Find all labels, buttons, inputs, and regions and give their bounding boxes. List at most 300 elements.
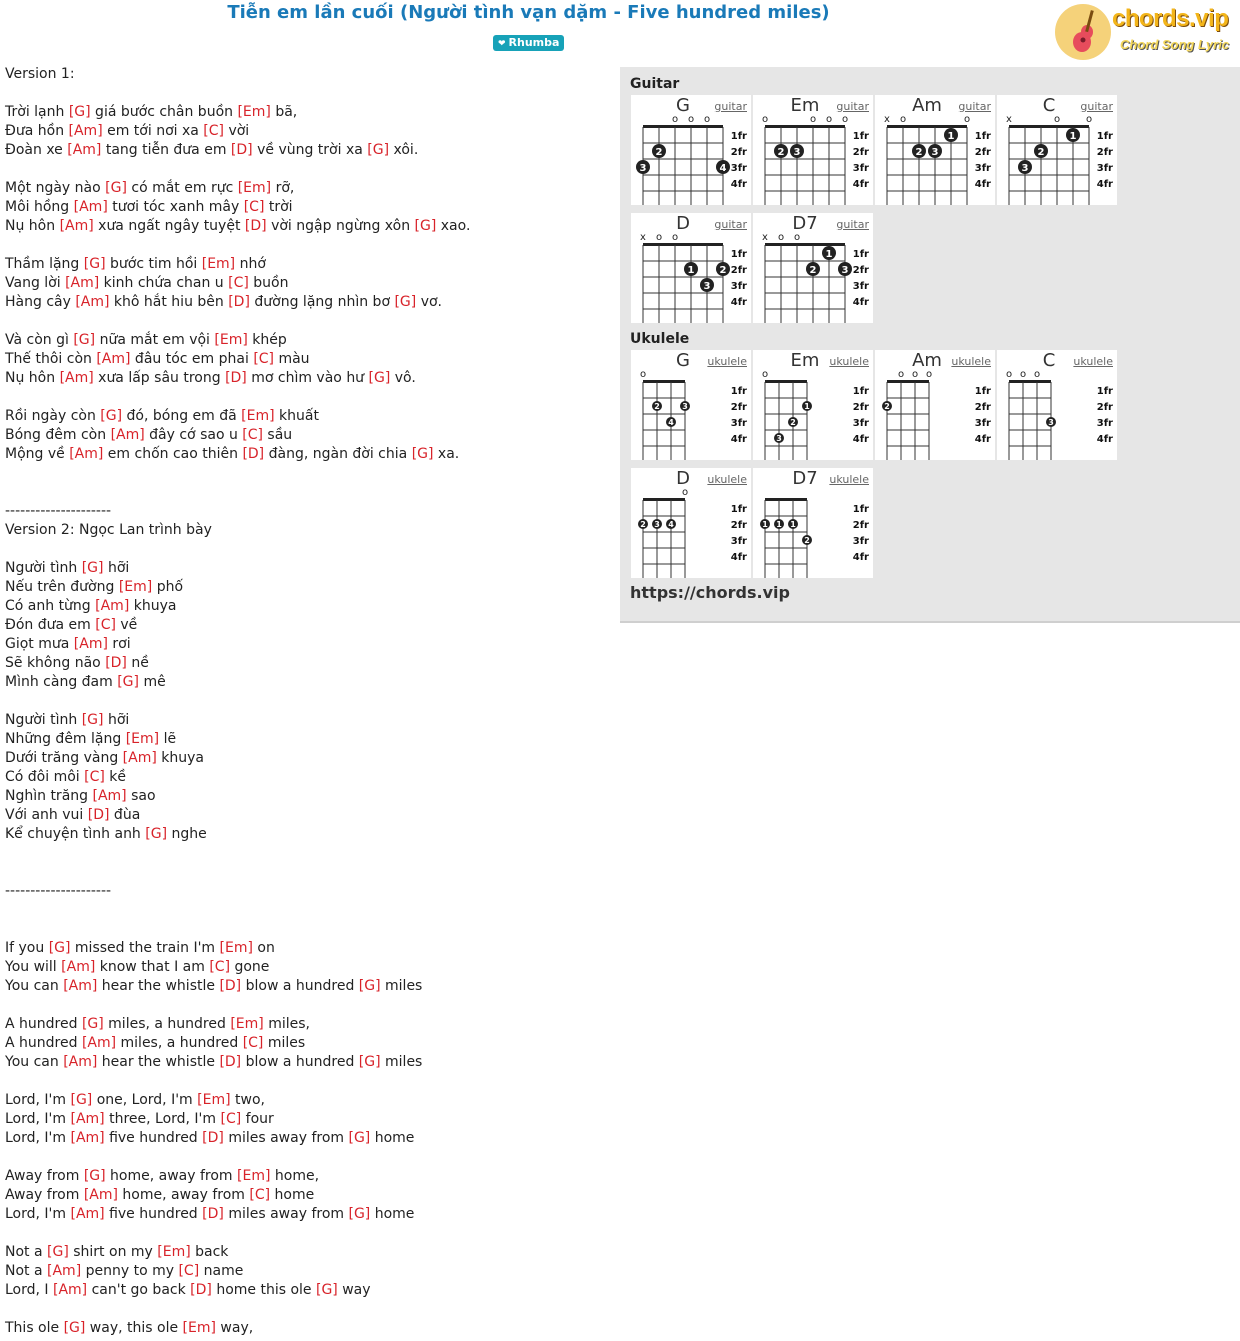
- chord-token[interactable]: [D]: [228, 294, 250, 310]
- chord-token[interactable]: [C]: [253, 351, 275, 367]
- logo-text[interactable]: chords.vip: [1112, 5, 1229, 32]
- lyric-text: lẽ: [159, 731, 177, 747]
- chord-token[interactable]: [Am]: [53, 1282, 88, 1298]
- chord-token[interactable]: [G]: [73, 332, 96, 348]
- lyric-line: [5, 844, 470, 863]
- open-string-marker: o: [703, 114, 711, 125]
- chord-token[interactable]: [Em]: [237, 1168, 271, 1184]
- chord-token[interactable]: [Em]: [125, 731, 160, 747]
- chord-token[interactable]: [D]: [225, 370, 247, 386]
- lyric-text: way,: [215, 1320, 254, 1336]
- lyric-line: [5, 1034, 470, 1053]
- chord-token[interactable]: [Am]: [59, 218, 94, 234]
- chord-token[interactable]: [G]: [105, 180, 127, 196]
- lyric-text: Away from: [5, 1168, 84, 1184]
- fret-label: 3fr: [1096, 418, 1113, 429]
- chord-token[interactable]: [C]: [220, 1111, 242, 1127]
- finger-number: 3: [1048, 418, 1054, 427]
- finger-number: 4: [668, 520, 674, 529]
- lyric-line: [5, 863, 470, 882]
- fret-label: 2fr: [974, 402, 991, 413]
- lyric-line: [5, 198, 470, 217]
- lyric-text: xưa ngất ngây tuyệt: [93, 218, 245, 234]
- fret-label: 1fr: [852, 504, 869, 515]
- lyric-line: [5, 1015, 470, 1034]
- chord-card-guitar-am[interactable]: [875, 95, 995, 205]
- fret-label: 2fr: [852, 402, 869, 413]
- lyric-text: home,: [270, 1168, 320, 1184]
- chord-token[interactable]: [C]: [209, 959, 231, 975]
- lyric-text: kề: [104, 769, 127, 785]
- fret-label: 4fr: [1096, 179, 1113, 190]
- chord-token[interactable]: [G]: [47, 1244, 69, 1260]
- lyric-line: [5, 236, 470, 255]
- fret-label: 3fr: [852, 163, 869, 174]
- instrument-link[interactable]: ukulele: [707, 355, 747, 368]
- chord-token[interactable]: [Am]: [96, 351, 131, 367]
- lyric-text: bước tim hồi: [105, 256, 202, 272]
- chord-token[interactable]: [Am]: [81, 1035, 117, 1051]
- nut: [765, 125, 845, 128]
- instrument-link[interactable]: guitar: [836, 100, 869, 113]
- lyric-text: ---------------------: [5, 883, 112, 899]
- chord-token[interactable]: [Em]: [197, 1092, 231, 1108]
- lyric-text: miles: [263, 1035, 306, 1051]
- open-string-marker: o: [671, 232, 679, 243]
- lyric-text: four: [241, 1111, 274, 1127]
- chord-name: C: [1042, 95, 1056, 116]
- lyric-line: [5, 1129, 470, 1148]
- instrument-link[interactable]: ukulele: [829, 473, 869, 486]
- finger-number: 2: [655, 147, 663, 158]
- lyric-text: miles, a hundred: [116, 1035, 243, 1051]
- fret-label: 1fr: [852, 386, 869, 397]
- finger-number: 1: [776, 520, 782, 529]
- lyric-text: nữa mắt em vội: [95, 332, 215, 348]
- fret-label: 3fr: [730, 418, 747, 429]
- chord-token[interactable]: [Em]: [230, 1016, 264, 1032]
- lyric-line: [5, 141, 470, 160]
- lyric-text: Lord, I'm: [5, 1111, 71, 1127]
- instrument-link[interactable]: ukulele: [707, 473, 747, 486]
- lyric-text: khuất: [274, 408, 319, 424]
- chord-token[interactable]: [C]: [228, 275, 249, 291]
- chord-token[interactable]: [Am]: [63, 978, 98, 994]
- fret-label: 1fr: [974, 386, 991, 397]
- chord-token[interactable]: [D]: [87, 807, 110, 823]
- open-string-marker: o: [809, 114, 817, 125]
- lyric-text: three, Lord, I'm: [104, 1111, 221, 1127]
- site-url[interactable]: https://chords.vip: [630, 583, 790, 602]
- ukulele-section-title: Ukulele: [630, 331, 690, 347]
- chord-token[interactable]: [G]: [48, 940, 71, 956]
- chord-token[interactable]: [D]: [190, 1282, 212, 1298]
- lyric-line: [5, 331, 470, 350]
- lyric-line: [5, 407, 470, 426]
- chord-token[interactable]: [Am]: [73, 199, 108, 215]
- chord-token[interactable]: [Am]: [92, 788, 127, 804]
- chord-card-ukulele-em[interactable]: [753, 350, 873, 460]
- lyric-text: phố: [152, 579, 184, 595]
- open-string-marker: o: [1019, 369, 1027, 380]
- finger-number: 2: [804, 536, 810, 545]
- lyric-text: Mình càng đam: [5, 674, 118, 690]
- lyric-text: Version 1:: [5, 66, 75, 82]
- lyric-text: tang tiễn đưa em: [101, 142, 231, 158]
- chord-token[interactable]: [D]: [202, 1130, 224, 1146]
- chord-token[interactable]: [D]: [202, 1206, 224, 1222]
- lyric-text: home: [370, 1130, 415, 1146]
- lyric-text: khuya: [129, 598, 177, 614]
- lyric-line: [5, 654, 470, 673]
- chord-token[interactable]: [G]: [83, 256, 106, 272]
- nut: [765, 243, 845, 246]
- chord-token[interactable]: [G]: [348, 1130, 371, 1146]
- chord-token[interactable]: [G]: [414, 218, 437, 234]
- chord-name: G: [676, 95, 690, 116]
- lyric-text: vời ngập ngừng xôn: [266, 218, 415, 234]
- muted-string-marker: x: [762, 232, 768, 243]
- lyric-text: Người tình: [5, 712, 82, 728]
- instrument-link[interactable]: ukulele: [1073, 355, 1113, 368]
- lyric-line: [5, 578, 470, 597]
- finger-number: 1: [1069, 131, 1077, 142]
- chord-token[interactable]: [C]: [178, 1263, 200, 1279]
- finger-number: 2: [654, 402, 660, 411]
- finger-number: 3: [703, 281, 711, 292]
- lyric-text: Đoàn xe: [5, 142, 68, 158]
- chord-token[interactable]: [Em]: [237, 104, 271, 120]
- chord-token[interactable]: [C]: [95, 617, 116, 633]
- chord-token[interactable]: [Em]: [219, 940, 253, 956]
- fret-label: 3fr: [852, 418, 869, 429]
- lyric-text: back: [190, 1244, 229, 1260]
- lyric-line: [5, 445, 470, 464]
- chord-token[interactable]: [Am]: [65, 275, 100, 291]
- chord-token[interactable]: [Am]: [83, 1187, 118, 1203]
- nut: [643, 380, 685, 383]
- chord-token[interactable]: [G]: [358, 978, 381, 994]
- lyric-text: sao: [126, 788, 156, 804]
- fret-label: 2fr: [1096, 402, 1113, 413]
- finger-number: 3: [776, 434, 782, 443]
- chord-token[interactable]: [G]: [81, 560, 104, 576]
- chord-token[interactable]: [Am]: [70, 1111, 105, 1127]
- finger-number: 2: [915, 147, 923, 158]
- finger-number: 2: [790, 418, 796, 427]
- chord-token[interactable]: [D]: [105, 655, 127, 671]
- lyric-line: [5, 540, 470, 559]
- chord-token[interactable]: [Em]: [201, 256, 236, 272]
- chord-name: Am: [912, 350, 942, 371]
- fret-label: 2fr: [974, 147, 991, 158]
- lyric-text: gone: [230, 959, 270, 975]
- lyric-text: blow a hundred: [241, 1054, 359, 1070]
- chord-token[interactable]: [Em]: [157, 1244, 191, 1260]
- lyric-line: [5, 1262, 470, 1281]
- chord-token[interactable]: [G]: [83, 1168, 106, 1184]
- finger-number: 2: [719, 265, 727, 276]
- lyric-line: [5, 1072, 470, 1091]
- open-string-marker: o: [841, 114, 849, 125]
- open-string-marker: o: [925, 369, 933, 380]
- lyric-line: [5, 559, 470, 578]
- fret-label: 2fr: [852, 520, 869, 531]
- lyric-text: Người tình: [5, 560, 82, 576]
- chord-token[interactable]: [Am]: [75, 294, 110, 310]
- chord-token[interactable]: [Am]: [70, 1206, 105, 1222]
- fret-label: 3fr: [852, 536, 869, 547]
- muted-string-marker: x: [884, 114, 890, 125]
- chord-card-ukulele-d[interactable]: [631, 468, 751, 578]
- lyric-line: [5, 977, 470, 996]
- fret-label: 4fr: [730, 552, 747, 563]
- open-string-marker: o: [963, 114, 971, 125]
- chord-name: D: [676, 213, 690, 234]
- lyric-text: xôi.: [389, 142, 419, 158]
- chord-token[interactable]: [Em]: [214, 332, 248, 348]
- fret-label: 4fr: [1096, 434, 1113, 445]
- lyric-text: Đưa hồn: [5, 123, 69, 139]
- lyric-text: vời: [224, 123, 250, 139]
- chord-token[interactable]: [G]: [315, 1282, 338, 1298]
- lyric-line: [5, 65, 470, 84]
- lyric-text: vơ.: [416, 294, 443, 310]
- fret-label: 4fr: [730, 434, 747, 445]
- lyric-line: [5, 312, 470, 331]
- chord-token[interactable]: [Am]: [67, 142, 102, 158]
- chord-card-guitar-g[interactable]: [631, 95, 751, 205]
- chord-token[interactable]: [D]: [219, 1054, 242, 1070]
- chord-token[interactable]: [D]: [242, 446, 265, 462]
- muted-string-marker: x: [1006, 114, 1012, 125]
- chord-token[interactable]: [G]: [358, 1054, 381, 1070]
- nut: [643, 243, 723, 246]
- chord-token[interactable]: [Am]: [61, 959, 96, 975]
- lyric-text: penny to my: [81, 1263, 179, 1279]
- chord-token[interactable]: [G]: [411, 446, 434, 462]
- lyric-line: [5, 293, 470, 312]
- chord-card-ukulele-g[interactable]: [631, 350, 751, 460]
- lyric-line: [5, 597, 470, 616]
- lyric-text: ---------------------: [5, 503, 112, 519]
- chord-token[interactable]: [G]: [100, 408, 123, 424]
- lyric-text: Nếu trên đường: [5, 579, 119, 595]
- nut: [765, 498, 807, 501]
- chord-token[interactable]: [C]: [84, 769, 105, 785]
- chord-token[interactable]: [G]: [348, 1206, 371, 1222]
- chord-card-ukulele-c[interactable]: [997, 350, 1117, 460]
- instrument-link[interactable]: ukulele: [829, 355, 869, 368]
- lyric-text: nghe: [167, 826, 207, 842]
- lyric-line: [5, 1091, 470, 1110]
- chord-token[interactable]: [Am]: [122, 750, 157, 766]
- chord-card-guitar-d[interactable]: [631, 213, 751, 323]
- chord-name: G: [676, 350, 690, 371]
- chord-token[interactable]: [G]: [368, 370, 391, 386]
- lyric-line: [5, 217, 470, 236]
- chord-name: Em: [790, 95, 820, 116]
- lyric-text: hỡi: [103, 712, 130, 728]
- lyric-line: [5, 464, 470, 483]
- open-string-marker: o: [777, 232, 785, 243]
- lyric-line: [5, 350, 470, 369]
- chord-token[interactable]: [G]: [117, 674, 139, 690]
- lyric-line: [5, 882, 470, 901]
- instrument-link[interactable]: guitar: [836, 218, 869, 231]
- open-string-marker: o: [897, 369, 905, 380]
- open-string-marker: o: [825, 114, 833, 125]
- lyric-line: [5, 616, 470, 635]
- instrument-link[interactable]: ukulele: [951, 355, 991, 368]
- chord-token[interactable]: [D]: [219, 978, 242, 994]
- lyric-text: vô.: [390, 370, 416, 386]
- lyric-text: A hundred: [5, 1016, 82, 1032]
- lyric-line: [5, 901, 470, 920]
- fret-label: 2fr: [730, 520, 747, 531]
- open-string-marker: o: [761, 114, 769, 125]
- lyric-text: You will: [5, 959, 62, 975]
- nut: [1009, 380, 1051, 383]
- lyric-line: [5, 1167, 470, 1186]
- nut: [1009, 125, 1089, 128]
- chord-token[interactable]: [C]: [242, 427, 263, 443]
- finger-number: 2: [777, 147, 785, 158]
- chord-token[interactable]: [G]: [394, 294, 417, 310]
- chord-token[interactable]: [Am]: [69, 446, 104, 462]
- fret-label: 4fr: [974, 179, 991, 190]
- lyric-text: em tới nơi xa: [102, 123, 204, 139]
- chord-token[interactable]: [Am]: [110, 427, 145, 443]
- chord-token[interactable]: [Em]: [182, 1320, 216, 1336]
- chord-token[interactable]: [C]: [203, 123, 224, 139]
- lyric-text: Vang lời: [5, 275, 66, 291]
- chord-token[interactable]: [Am]: [63, 1054, 98, 1070]
- fret-label: 1fr: [852, 131, 869, 142]
- lyric-text: A hundred: [5, 1035, 82, 1051]
- chord-name: D: [676, 468, 690, 489]
- lyric-line: [5, 1186, 470, 1205]
- lyrics-body: [5, 65, 470, 1338]
- fret-label: 2fr: [852, 147, 869, 158]
- lyric-text: sầu: [262, 427, 293, 443]
- lyric-text: em chốn cao thiên: [103, 446, 243, 462]
- finger-number: 1: [947, 131, 955, 142]
- chord-token[interactable]: [G]: [81, 712, 104, 728]
- chord-token[interactable]: [Am]: [95, 598, 130, 614]
- chord-token[interactable]: [C]: [249, 1187, 271, 1203]
- chord-token[interactable]: [Am]: [73, 636, 108, 652]
- fret-label: 2fr: [730, 402, 747, 413]
- open-string-marker: o: [671, 114, 679, 125]
- fret-label: 1fr: [730, 386, 747, 397]
- open-string-marker: o: [1053, 114, 1061, 125]
- chord-token[interactable]: [Am]: [70, 1130, 105, 1146]
- chord-token[interactable]: [D]: [230, 142, 253, 158]
- chord-token[interactable]: [G]: [81, 1016, 104, 1032]
- lyric-text: Với anh vui: [5, 807, 88, 823]
- chord-token[interactable]: [C]: [242, 1035, 264, 1051]
- lyric-text: Kể chuyện tình anh: [5, 826, 146, 842]
- lyric-line: [5, 103, 470, 122]
- fret-label: 1fr: [974, 131, 991, 142]
- lyric-text: nhớ: [235, 256, 266, 272]
- instrument-link[interactable]: guitar: [714, 100, 747, 113]
- lyric-text: màu: [274, 351, 310, 367]
- lyric-text: đàng, ngàn đời chia: [264, 446, 412, 462]
- chord-card-guitar-em[interactable]: [753, 95, 873, 205]
- lyric-text: Một ngày nào: [5, 180, 106, 196]
- chord-token[interactable]: [Am]: [59, 370, 94, 386]
- lyric-text: home, away from: [117, 1187, 250, 1203]
- lyric-line: [5, 369, 470, 388]
- fret-label: 1fr: [730, 249, 747, 260]
- chord-card-ukulele-d7[interactable]: [753, 468, 873, 578]
- chord-token[interactable]: [Am]: [47, 1263, 82, 1279]
- fret-label: 3fr: [1096, 163, 1113, 174]
- lyric-text: home this ole: [211, 1282, 316, 1298]
- lyric-line: [5, 825, 470, 844]
- nut: [643, 498, 685, 501]
- rhythm-label: Rhumba: [508, 36, 560, 49]
- instrument-link[interactable]: guitar: [1080, 100, 1113, 113]
- lyric-line: [5, 388, 470, 407]
- chord-card-guitar-c[interactable]: [997, 95, 1117, 205]
- chord-token[interactable]: [Am]: [68, 123, 103, 139]
- fret-label: 3fr: [974, 418, 991, 429]
- chord-name: Em: [790, 350, 820, 371]
- chord-card-ukulele-am[interactable]: [875, 350, 995, 460]
- lyric-text: Lord, I'm: [5, 1206, 71, 1222]
- lyric-text: two,: [230, 1092, 265, 1108]
- rhythm-badge[interactable]: [493, 35, 564, 51]
- lyric-line: [5, 787, 470, 806]
- lyric-text: xao.: [436, 218, 471, 234]
- lyric-line: [5, 84, 470, 103]
- open-string-marker: o: [1085, 114, 1093, 125]
- fret-label: 3fr: [974, 163, 991, 174]
- chord-token[interactable]: [G]: [70, 1092, 93, 1108]
- lyric-text: Những đêm lặng: [5, 731, 126, 747]
- finger-number: 2: [884, 402, 890, 411]
- chord-token[interactable]: [G]: [63, 1320, 86, 1336]
- chord-token[interactable]: [G]: [145, 826, 168, 842]
- chord-token[interactable]: [Em]: [241, 408, 275, 424]
- chord-token[interactable]: [C]: [243, 199, 265, 215]
- lyric-line: [5, 274, 470, 293]
- fret-label: 4fr: [852, 179, 869, 190]
- fret-label: 1fr: [730, 504, 747, 515]
- lyric-line: [5, 1281, 470, 1300]
- lyric-line: [5, 920, 470, 939]
- nut: [643, 125, 723, 128]
- chord-token[interactable]: [G]: [68, 104, 91, 120]
- lyric-text: Có anh từng: [5, 598, 96, 614]
- instrument-link[interactable]: guitar: [958, 100, 991, 113]
- instrument-link[interactable]: guitar: [714, 218, 747, 231]
- finger-number: 3: [841, 265, 849, 276]
- lyric-text: hear the whistle: [97, 1054, 220, 1070]
- chord-token[interactable]: [D]: [244, 218, 267, 234]
- chord-token[interactable]: [Em]: [118, 579, 153, 595]
- fret-label: 3fr: [852, 281, 869, 292]
- lyric-text: khép: [247, 332, 287, 348]
- lyric-text: kinh chứa chan u: [99, 275, 229, 291]
- chord-token[interactable]: [G]: [367, 142, 390, 158]
- chord-card-guitar-d7[interactable]: [753, 213, 873, 323]
- chord-token[interactable]: [Em]: [237, 180, 272, 196]
- lyric-text: This ole: [5, 1320, 64, 1336]
